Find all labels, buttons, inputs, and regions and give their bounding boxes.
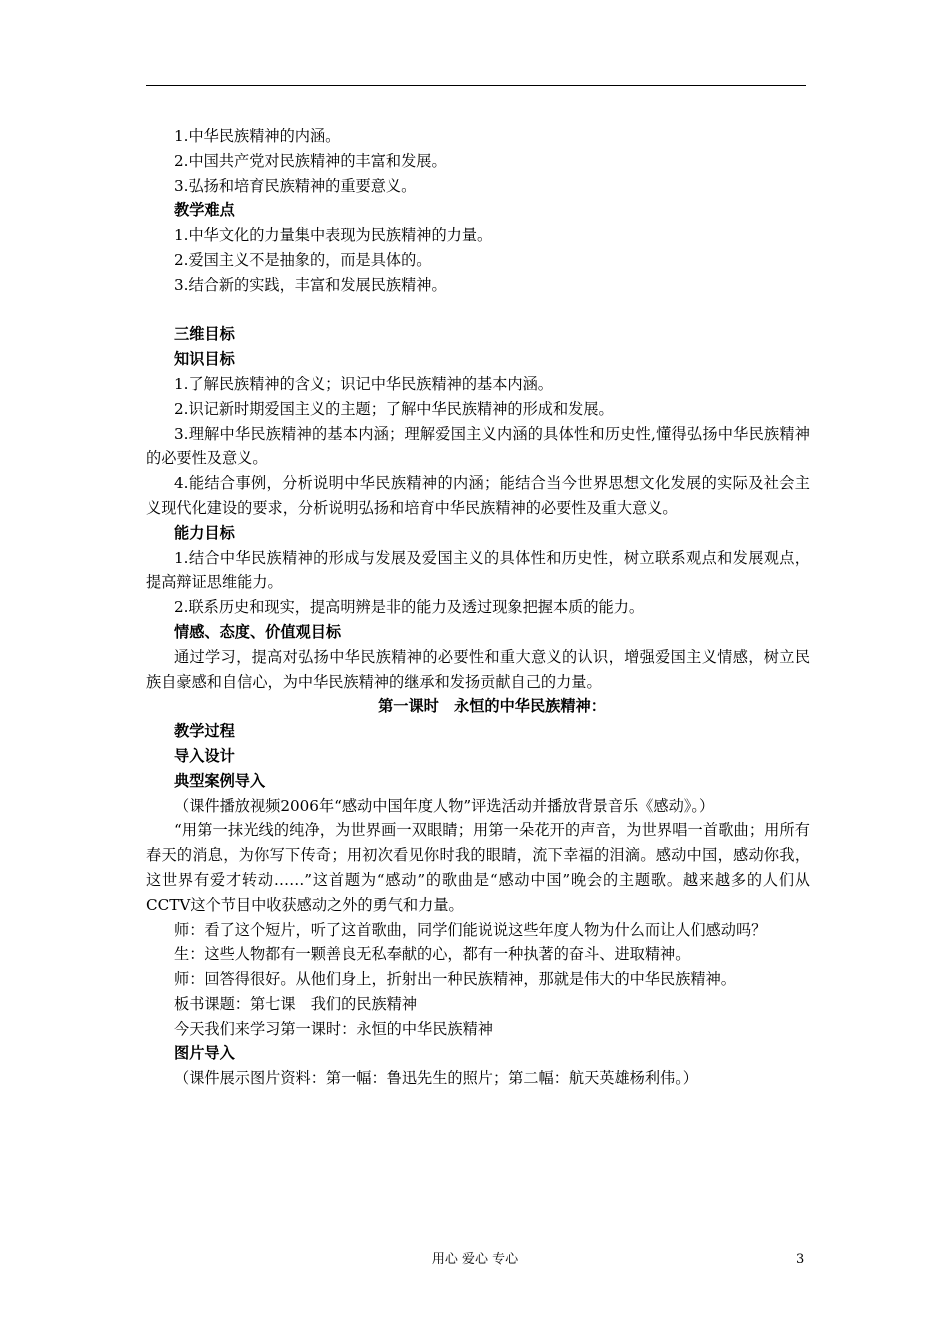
case-heading: 典型案例导入 [174,771,266,790]
case-line: 板书课题：第七课 我们的民族精神 [174,994,417,1013]
knowledge-item: 1.了解民族精神的含义；识记中华民族精神的基本内涵。 [174,374,553,393]
focus-item: 1.中华民族精神的内涵。 [174,127,341,145]
intro-heading: 导入设计 [174,746,235,765]
lesson-title: 第一课时 永恒的中华民族精神： [378,697,606,716]
knowledge-item: 3.理解中华民族精神的基本内涵；理解爱国主义内涵的具体性和历史性,懂得弘扬中华民族精神的必要性及意义。 [146,424,810,468]
knowledge-item: 4.能结合事例，分析说明中华民族精神的内涵；能结合当今世界思想文化发展的实际及社会主义现代化建设的要求，分析说明弘扬和培育中华民族精神的必要性及重大意义。 [146,474,810,517]
case-line: 今天我们来学习第一课时：永恒的中华民族精神 [174,1019,493,1038]
process-heading: 教学过程 [174,722,235,741]
spacer [146,298,810,323]
emotion-heading: 情感、态度、价值观目标 [174,622,342,641]
emotion-text: 通过学习，提高对弘扬中华民族精神的必要性和重大意义的认识，增强爱国主义情感，树立民族自豪感和自信心，为中华民族精神的继承和发扬贡献自己的力量。 [146,647,810,691]
case-line: 师：看了这个短片，听了这首歌曲，同学们能说说这些年度人物为什么而让人们感动吗？ [174,920,767,939]
difficulty-item: 3.结合新的实践，丰富和发展民族精神。 [174,275,447,294]
goals-heading: 三维目标 [174,325,235,344]
picture-heading: 图片导入 [174,1044,235,1063]
header-rule [146,85,806,86]
case-line: 师：回答得很好。从他们身上，折射出一种民族精神，那就是伟大的中华民族精神。 [174,970,736,989]
difficulty-heading: 教学难点 [174,201,235,220]
focus-item: 3.弘扬和培育民族精神的重要意义。 [174,176,417,195]
ability-item: 2.联系历史和现实，提高明辨是非的能力及透过现象把握本质的能力。 [174,598,645,617]
focus-item: 2.中国共产党对民族精神的丰富和发展。 [174,151,447,170]
case-lyrics: “用第一抹光线的纯净，为世界画一双眼睛；用第一朵花开的声音，为世界唱一首歌曲；用所有春天的消息，为你写下传奇；用初次看见你时我的眼睛，流下幸福的泪滴。感动中国，感动你我，这世界有爱才转动……”这首题为“感动”的歌曲是“感动中国”晚会的主题歌。越来越多的人们从CCTV这个节目中收获感动之外的勇气和力量。 [146,821,810,914]
ability-heading: 能力目标 [174,523,235,542]
case-line: 生：这些人物都有一颗善良无私奉献的心，都有一种执著的奋斗、进取精神。 [174,945,691,964]
knowledge-item: 2.识记新时期爱国主义的主题；了解中华民族精神的形成和发展。 [174,399,614,418]
document-body [146,124,810,1091]
difficulty-item: 2.爱国主义不是抽象的，而是具体的。 [174,250,432,269]
page-footer: 用心 爱心 专心 [431,1252,519,1267]
page-number: 3 [796,1252,805,1267]
difficulty-item: 1.中华文化的力量集中表现为民族精神的力量。 [174,226,493,245]
case-line: （课件播放视频2006年“感动中国年度人物”评选活动并播放背景音乐《感动》。） [174,796,715,815]
picture-line: （课件展示图片资料：第一幅：鲁迅先生的照片；第二幅：航天英雄杨利伟。） [174,1069,698,1088]
knowledge-heading: 知识目标 [174,350,235,369]
ability-item: 1.结合中华民族精神的形成与发展及爱国主义的具体性和历史性，树立联系观点和发展观点，提高辩证思维能力。 [146,548,810,592]
